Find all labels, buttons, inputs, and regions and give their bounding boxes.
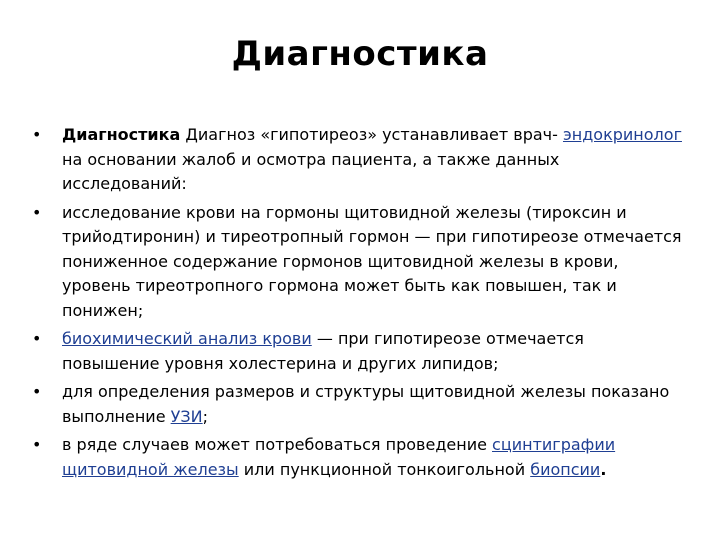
slide-title: Диагностика <box>231 34 489 74</box>
bullet-item-biochemistry <box>32 327 682 376</box>
bullet-text: Диагноз «гипотиреоз» устанавливает врач- <box>180 125 558 144</box>
link-ultrasound[interactable]: УЗИ <box>170 406 203 426</box>
bullet-text: — при гипотиреозе отмечается повышение уровня холестерина и других липидов; <box>62 329 584 373</box>
bullet-text: исследование крови на гормоны щитовидной железы (тироксин и трийодтиронин) и тиреотропный гормон — при гипотиреозе отмечается пониженное содержание гормонов щитовидной железы в крови, уровень тиреотропного гормона может быть как повышен, так и понижен; <box>62 202 682 320</box>
bullet-marker: • <box>32 125 42 144</box>
link-biopsy[interactable]: биопсии <box>530 459 601 479</box>
bullet-text: ; <box>202 406 209 426</box>
bullet-item-ultrasound <box>32 380 682 429</box>
bullet-bold-lead: Диагностика <box>62 125 181 144</box>
bullet-text: . <box>600 459 607 479</box>
link-scintigraphy[interactable]: сцинтиграфии <box>492 435 616 454</box>
bullet-list <box>32 123 682 486</box>
bullet-marker: • <box>32 202 42 222</box>
bullet-item-blood-hormones <box>32 201 682 324</box>
bullet-text: в ряде случаев может потребоваться проведение <box>62 435 493 454</box>
bullet-marker: • <box>32 435 42 454</box>
bullet-marker: • <box>32 329 42 348</box>
link-thyroid-gland[interactable]: щитовидной железы <box>62 459 239 479</box>
bullet-item-diagnosis <box>32 123 682 197</box>
bullet-text: для определения размеров и структуры щитовидной железы показано выполнение <box>62 382 670 426</box>
bullet-item-scintigraphy <box>32 433 682 482</box>
bullet-text: на основании жалоб и осмотра пациента, а также данных исследований: <box>62 149 560 193</box>
link-endocrinologist[interactable]: эндокринолог <box>562 125 682 144</box>
link-biochemical-blood-test[interactable]: биохимический анализ крови <box>62 329 312 348</box>
bullet-marker: • <box>32 382 42 401</box>
bullet-text: или пункционной тонкоигольной <box>238 459 531 479</box>
